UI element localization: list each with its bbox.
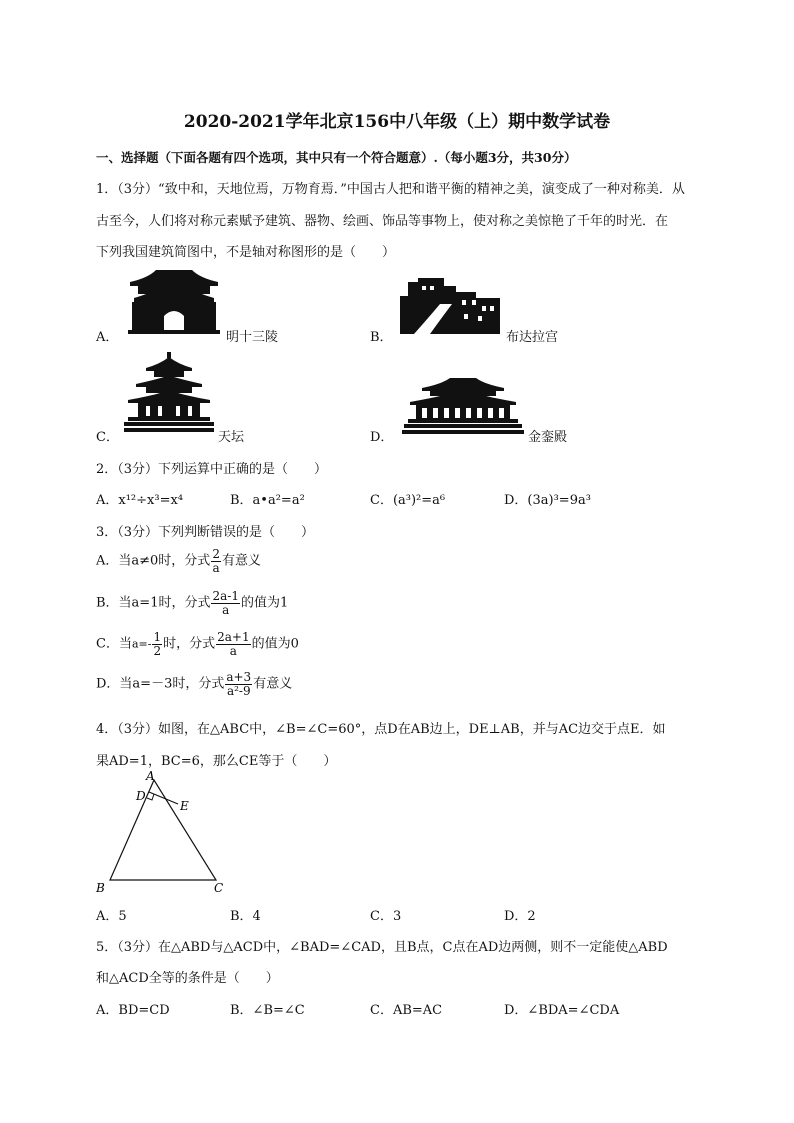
q5-option-a[interactable]: A．BD=CD	[96, 1003, 170, 1018]
q1-option-c-letter[interactable]: C．	[96, 430, 119, 445]
q5-line1: 5．（3分）在△ABD与△ACD中，∠BAD=∠CAD，且B点，C点在AD边两侧，则不一定能使△ABD	[96, 940, 668, 955]
label-c: C	[214, 881, 224, 895]
q2-option-b[interactable]: B．a•a²=a²	[230, 493, 305, 508]
q2-option-d[interactable]: D．(3a)³=9a³	[504, 493, 591, 508]
q1-option-a-caption: 明十三陵	[226, 330, 279, 345]
q2-stem: 2．（3分）下列运算中正确的是（ ）	[96, 462, 328, 477]
q4-line2: 果AD=1，BC=6，那么CE等于（ ）	[96, 754, 337, 769]
q4-option-c[interactable]: C．3	[370, 909, 402, 924]
fraction: $\frac{a+3}{\text{a²-9}}$	[226, 670, 252, 698]
q1-option-a-letter[interactable]: A．	[96, 330, 119, 345]
q5-option-b[interactable]: B．∠B=∠C	[230, 1003, 305, 1018]
page-title: 2020-2021学年北京156中八年级（上）期中数学试卷	[183, 112, 611, 132]
section-heading: 一、选择题（下面各题有四个选项，其中只有一个符合题意）.（每小题3分，共30分）	[96, 150, 577, 165]
q3-stem: 3．（3分）下列判断错误的是（ ）	[96, 525, 315, 540]
q4-option-b[interactable]: B．4	[230, 909, 261, 924]
q4-option-a[interactable]: A．5	[96, 909, 127, 924]
q3-option-a[interactable]: A．当a≠0时，分式 $\frac{2}{a}$ 有意义	[96, 547, 261, 575]
q1-option-c-caption: 天坛	[218, 430, 245, 445]
q1-line2: 古至今，人们将对称元素赋予建筑、器物、绘画、饰品等事物上，使对称之美惊艳了千年的时光．在	[96, 214, 669, 229]
golden-palace-image	[402, 378, 524, 434]
fraction: $\frac{1}{2}$	[153, 630, 162, 658]
label-d: D	[136, 789, 146, 803]
temple-of-heaven-image	[124, 352, 214, 432]
ming-tombs-image	[128, 268, 220, 334]
q3-option-c[interactable]: C．当a=- $\frac{1}{2}$ 时，分式 $\frac{2a+1}{a}$ 的值为0	[96, 630, 299, 658]
q2-option-c[interactable]: C．(a³)²=a⁶	[370, 493, 446, 508]
q2-option-a[interactable]: A．x¹²÷x³=x⁴	[96, 493, 184, 508]
q4-option-d[interactable]: D．2	[504, 909, 536, 924]
q3-option-b[interactable]: B．当a=1时，分式 $\frac{2a-1}{a}$ 的值为1	[96, 589, 289, 617]
q1-line1: 1．（3分）“致中和，天地位焉，万物育焉．”中国古人把和谐平衡的精神之美，演变成了一种对称美．从	[96, 182, 685, 197]
q1-option-b-caption: 布达拉宫	[506, 330, 559, 345]
potala-palace-image	[400, 276, 502, 334]
q4-line1: 4．（3分）如图，在△ABC中，∠B=∠C=60°，点D在AB边上，DE⊥AB，并与AC边交于点E．如	[96, 722, 666, 737]
fraction: $\frac{2a-1}{a}$	[212, 589, 239, 617]
fraction: $\frac{2a+1}{a}$	[217, 630, 250, 658]
q3-option-d[interactable]: D．当a=－3时，分式 $\frac{a+3}{\text{a²-9}}$ 有意义	[96, 670, 293, 698]
fraction: $\frac{2}{a}$	[212, 547, 220, 575]
label-a: A	[146, 770, 155, 783]
q1-line3: 下列我国建筑简图中，不是轴对称图形的是（ ）	[96, 245, 396, 260]
label-e: E	[180, 799, 189, 813]
q5-option-d[interactable]: D．∠BDA=∠CDA	[504, 1003, 620, 1018]
q1-option-d-caption: 金銮殿	[528, 430, 568, 445]
label-b: B	[96, 881, 105, 895]
q1-option-b-letter[interactable]: B．	[370, 330, 393, 345]
q5-line2: 和△ACD全等的条件是（ ）	[96, 971, 279, 986]
q1-option-d-letter[interactable]: D．	[370, 430, 394, 445]
q5-option-c[interactable]: C．AB=AC	[370, 1003, 443, 1018]
triangle-diagram	[94, 770, 234, 896]
